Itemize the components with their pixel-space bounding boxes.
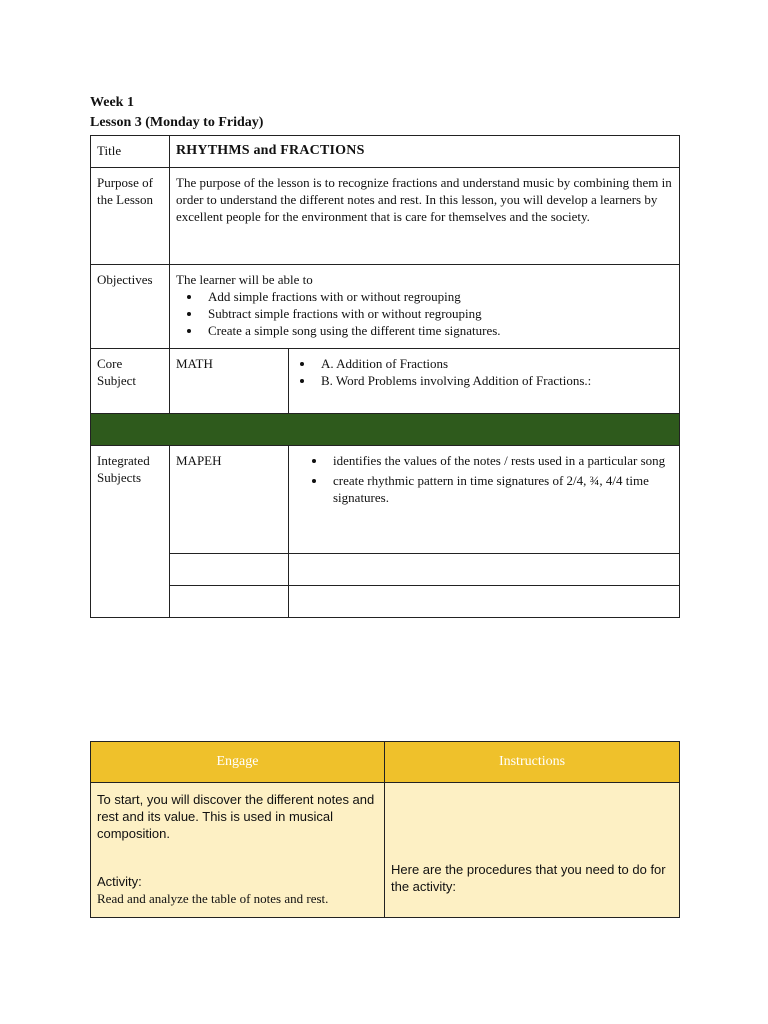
objective-item: • Subtract simple fractions with or without regrouping (202, 305, 673, 322)
week-heading: Week 1 (90, 95, 134, 110)
empty-cell (170, 586, 289, 618)
empty-row (91, 554, 680, 586)
instructions-text: Here are the procedures that you need to do for the activity: (391, 862, 666, 894)
title-label: Title (91, 136, 170, 168)
objectives-intro: The learner will be able to (176, 272, 313, 287)
empty-cell (289, 554, 680, 586)
engage-header-row (91, 742, 680, 783)
title-row (91, 136, 680, 168)
title-value: RHYTHMS and FRACTIONS (170, 136, 680, 168)
core-topics-cell (289, 349, 680, 414)
objectives-label: Objectives (91, 265, 170, 349)
engage-cell (91, 783, 385, 918)
activity-label: Activity: (97, 874, 142, 889)
core-topic-item: • A. Addition of Fractions (315, 355, 673, 372)
instructions-cell (385, 783, 680, 918)
integrated-subject: MAPEH (170, 446, 289, 554)
purpose-label: Purpose of the Lesson (91, 168, 170, 265)
integrated-topics-list (295, 452, 673, 506)
integrated-topic-item: • identifies the values of the notes / rests used in a particular song (327, 452, 673, 469)
engage-table (90, 741, 680, 918)
empty-cell (170, 554, 289, 586)
core-label: Core Subject (91, 349, 170, 414)
empty-row (91, 586, 680, 618)
green-divider-row (91, 414, 680, 446)
core-topics-list (295, 355, 673, 389)
lesson-heading: Lesson 3 (Monday to Friday) (90, 115, 264, 130)
engage-intro: To start, you will discover the different notes and rest and its value. This is used in musical composition. (97, 792, 375, 841)
core-subject-row (91, 349, 680, 414)
green-divider (91, 414, 680, 446)
lesson-table (90, 135, 680, 618)
empty-cell (289, 586, 680, 618)
objective-item: • Add simple fractions with or without regrouping (202, 288, 673, 305)
engage-header: Engage (91, 742, 385, 783)
purpose-text: The purpose of the lesson is to recognize fractions and understand music by combining them in order to understand the different notes and rest. In this lesson, you will develop a learners by excellent people for the environment that is care for themselves and the society. (170, 168, 680, 265)
core-topic-item: • B. Word Problems involving Addition of Fractions.: (315, 372, 673, 389)
objectives-row (91, 265, 680, 349)
objective-item: • Create a simple song using the different time signatures. (202, 322, 673, 339)
engage-body-row (91, 783, 680, 918)
integrated-label: Integrated Subjects (91, 446, 170, 618)
integrated-row (91, 446, 680, 554)
objectives-list (176, 288, 673, 339)
activity-text: Read and analyze the table of notes and rest. (97, 891, 329, 906)
core-subject: MATH (170, 349, 289, 414)
integrated-topic-item: • create rhythmic pattern in time signatures of 2/4, ¾, 4/4 time signatures. (327, 472, 673, 506)
instructions-header: Instructions (385, 742, 680, 783)
objectives-cell (170, 265, 680, 349)
purpose-row (91, 168, 680, 265)
integrated-topics-cell (289, 446, 680, 554)
